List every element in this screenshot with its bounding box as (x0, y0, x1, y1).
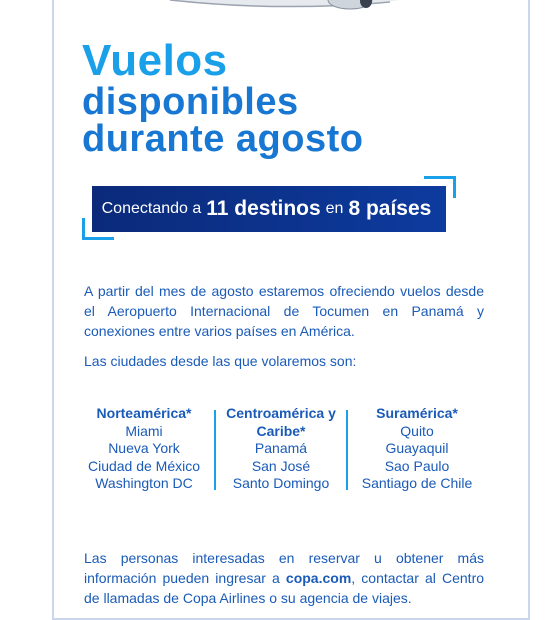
column-divider (214, 410, 216, 490)
intro-paragraph: A partir del mes de agosto estaremos ofreciendo vuelos desde el Aeropuerto Internacional de Tocumen en Panamá y conexiones entre varios países en América. (84, 283, 484, 339)
region-column-suramerica (352, 405, 482, 493)
city-item: Nueva York (108, 440, 180, 456)
airplane-image (150, 0, 410, 20)
region-header: Centroamérica y Caribe* (226, 405, 336, 439)
city-item: Quito (400, 422, 434, 439)
title-line-3: durante agosto (82, 118, 364, 160)
city-item: Santiago de Chile (361, 475, 473, 491)
city-item: Panamá (254, 440, 308, 456)
banner-pre: Conectando a (101, 200, 202, 217)
city-item: San José (251, 457, 311, 474)
city-item: Washington DC (95, 475, 193, 491)
banner-mid: en (325, 200, 344, 217)
title-line-1: Vuelos (82, 36, 228, 85)
copa-link[interactable]: copa.com (285, 570, 352, 586)
destinations-banner (92, 186, 446, 232)
banner-countries: 8 países (348, 197, 432, 220)
city-item: Santo Domingo (232, 475, 330, 491)
column-divider (346, 410, 348, 490)
title-line-2: disponibles (82, 81, 299, 123)
closing-text-2: , contactar al Centro de llamadas de Copa Airlines o su agencia de viajes. (84, 570, 485, 606)
city-item: Sao Paulo (384, 457, 450, 474)
closing-paragraph (84, 548, 484, 608)
region-header: Norteamérica* (96, 405, 192, 421)
cities-label: Las ciudades desde las que volaremos son: (84, 353, 357, 369)
region-column-norteamerica (78, 405, 210, 493)
region-column-centroamerica (220, 405, 342, 493)
banner-destinations: 11 destinos (206, 197, 321, 220)
region-header: Suramérica* (376, 405, 458, 421)
city-item: Guayaquil (385, 440, 449, 456)
city-item: Ciudad de México (87, 457, 201, 474)
city-item: Miami (125, 422, 163, 439)
page-title (82, 38, 363, 158)
closing-text-1: Las personas interesadas en reservar u obtener más información pueden ingresar a (84, 550, 484, 586)
